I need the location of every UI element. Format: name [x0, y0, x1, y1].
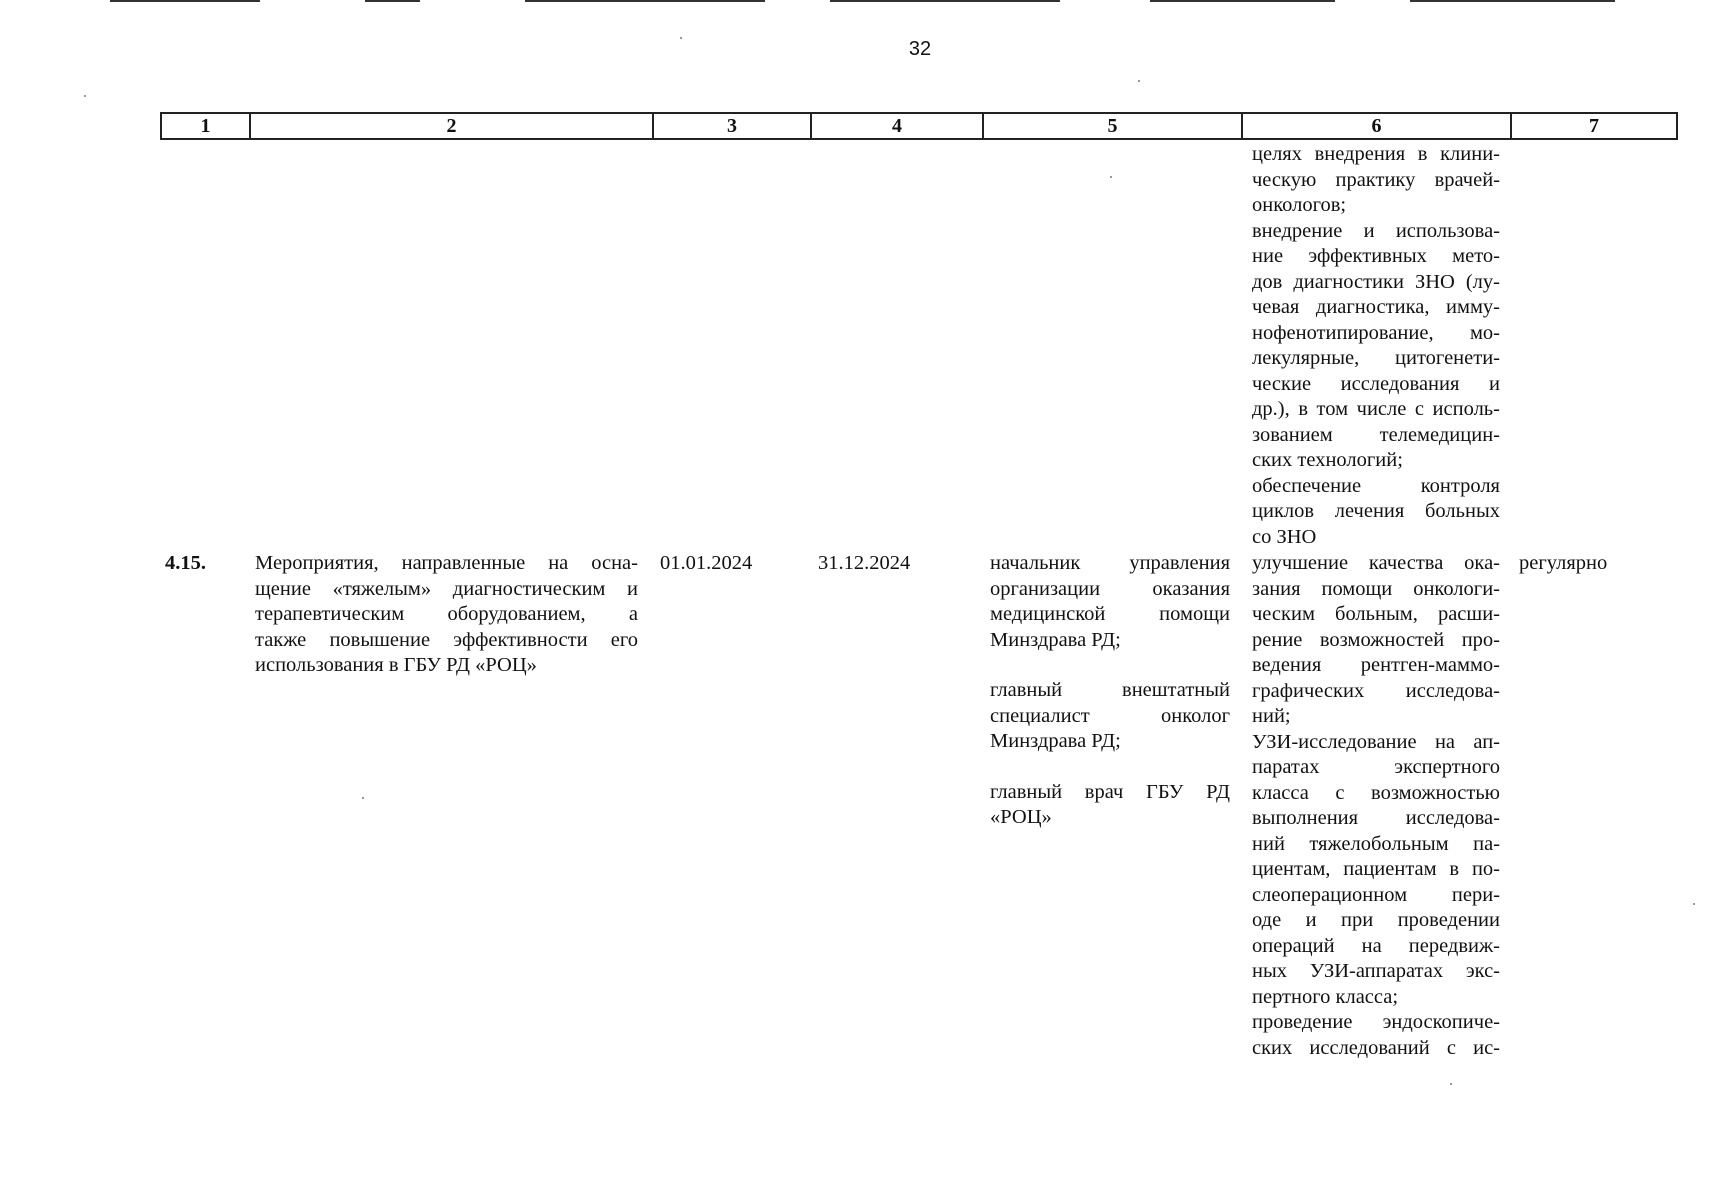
text-line: нофенотипирование, мо-	[1252, 321, 1500, 344]
text-line: рение возможностей про-	[1252, 628, 1500, 651]
text-line: паратах экспертного	[1252, 756, 1500, 778]
text-line: Минздрава РД;	[990, 628, 1121, 651]
scan-edge-line	[1150, 0, 1335, 2]
periodicity: регулярно	[1519, 552, 1608, 574]
text-line: Минздрава РД;	[990, 730, 1121, 752]
expected-results	[1252, 551, 1500, 1061]
scan-speck	[1138, 80, 1140, 82]
text-line: обеспечение контроля	[1252, 474, 1500, 497]
text-line: «РОЦ»	[990, 806, 1052, 828]
scan-speck	[680, 37, 682, 39]
column-number-3: 3	[653, 113, 811, 139]
responsible-persons	[990, 551, 1230, 831]
column-number-2: 2	[250, 113, 653, 139]
text-line: выполнения исследова-	[1252, 807, 1500, 829]
scan-speck	[1693, 903, 1695, 905]
column-number-1: 1	[161, 113, 250, 139]
text-line: главный врач ГБУ РД	[990, 780, 1230, 803]
text-line: щение «тяжелым» диагностическим и	[255, 577, 638, 600]
text-line: главный внештатный	[990, 679, 1230, 701]
scan-speck	[362, 797, 364, 799]
scan-speck	[1110, 176, 1112, 178]
text-line: зания помощи онкологи-	[1252, 577, 1500, 600]
text-line: лекулярные, цитогенети-	[1252, 347, 1500, 369]
text-line: чевая диагностика, имму-	[1252, 296, 1500, 318]
text-line: класса с возможностью	[1252, 781, 1500, 804]
text-line: зованием телемедицин-	[1252, 423, 1500, 446]
text-line: онкологов;	[1252, 194, 1347, 216]
text-line: ческую практику врачей-	[1252, 168, 1500, 191]
scan-edge-line	[365, 0, 420, 2]
text-line: операций на передвиж-	[1252, 934, 1500, 957]
text-line: организации оказания	[990, 577, 1230, 600]
text-line: ных УЗИ-аппаратах экс-	[1252, 960, 1500, 982]
text-line: медицинской помощи	[990, 603, 1230, 625]
text-line: ведения рентген-маммо-	[1252, 654, 1500, 676]
text-line: оде и при проведении	[1252, 909, 1500, 931]
text-line: терапевтическим оборудованием, а	[255, 603, 638, 625]
paragraph-gap	[990, 755, 1230, 780]
text-line: ний;	[1252, 705, 1291, 727]
scan-speck	[84, 95, 86, 97]
row-number: 4.15.	[165, 552, 206, 574]
text-line: циклов лечения больных	[1252, 500, 1500, 522]
continuation-expected-results	[1252, 142, 1500, 550]
column-number-4: 4	[811, 113, 983, 139]
text-line: пертного класса;	[1252, 985, 1399, 1008]
end-date: 31.12.2024	[818, 552, 911, 574]
text-line: УЗИ-исследование на ап-	[1252, 730, 1500, 753]
text-line: со ЗНО	[1252, 525, 1317, 548]
scan-speck	[1450, 1083, 1452, 1085]
scan-edge-line	[1410, 0, 1615, 2]
text-line: использования в ГБУ РД «РОЦ»	[255, 654, 537, 676]
column-number-6: 6	[1242, 113, 1511, 139]
text-line: ческим больным, расши-	[1252, 603, 1500, 625]
text-line: ских исследований с ис-	[1252, 1036, 1500, 1059]
column-number-7: 7	[1511, 113, 1677, 139]
measure-description	[255, 551, 638, 679]
text-line: др.), в том числе с исполь-	[1252, 398, 1500, 420]
column-number-header	[160, 112, 1678, 140]
text-line: слеоперационном пери-	[1252, 883, 1500, 906]
text-line: улучшение качества ока-	[1252, 552, 1500, 574]
text-line: ческие исследования и	[1252, 372, 1500, 395]
text-line: целях внедрения в клини-	[1252, 143, 1500, 165]
page-number: 32	[908, 38, 932, 60]
text-line: циентам, пациентам в по-	[1252, 858, 1500, 880]
text-line: внедрение и использова-	[1252, 219, 1500, 242]
paragraph-gap	[990, 653, 1230, 678]
start-date: 01.01.2024	[660, 552, 753, 574]
text-line: Мероприятия, направленные на осна-	[255, 552, 638, 574]
column-number-5: 5	[983, 113, 1242, 139]
text-line: также повышение эффективности его	[255, 628, 638, 651]
text-line: ний тяжелобольным па-	[1252, 832, 1500, 855]
text-line: дов диагностики ЗНО (лу-	[1252, 270, 1500, 293]
text-line: графических исследова-	[1252, 679, 1500, 702]
scan-edge-line	[830, 0, 1060, 2]
scan-edge-line	[525, 0, 765, 2]
text-line: специалист онколог	[990, 704, 1230, 727]
text-line: ние эффективных мето-	[1252, 245, 1500, 267]
text-line: проведение эндоскопиче-	[1252, 1011, 1500, 1033]
text-line: ских технологий;	[1252, 449, 1403, 471]
text-line: начальник управления	[990, 552, 1230, 574]
scan-edge-line	[110, 0, 260, 2]
